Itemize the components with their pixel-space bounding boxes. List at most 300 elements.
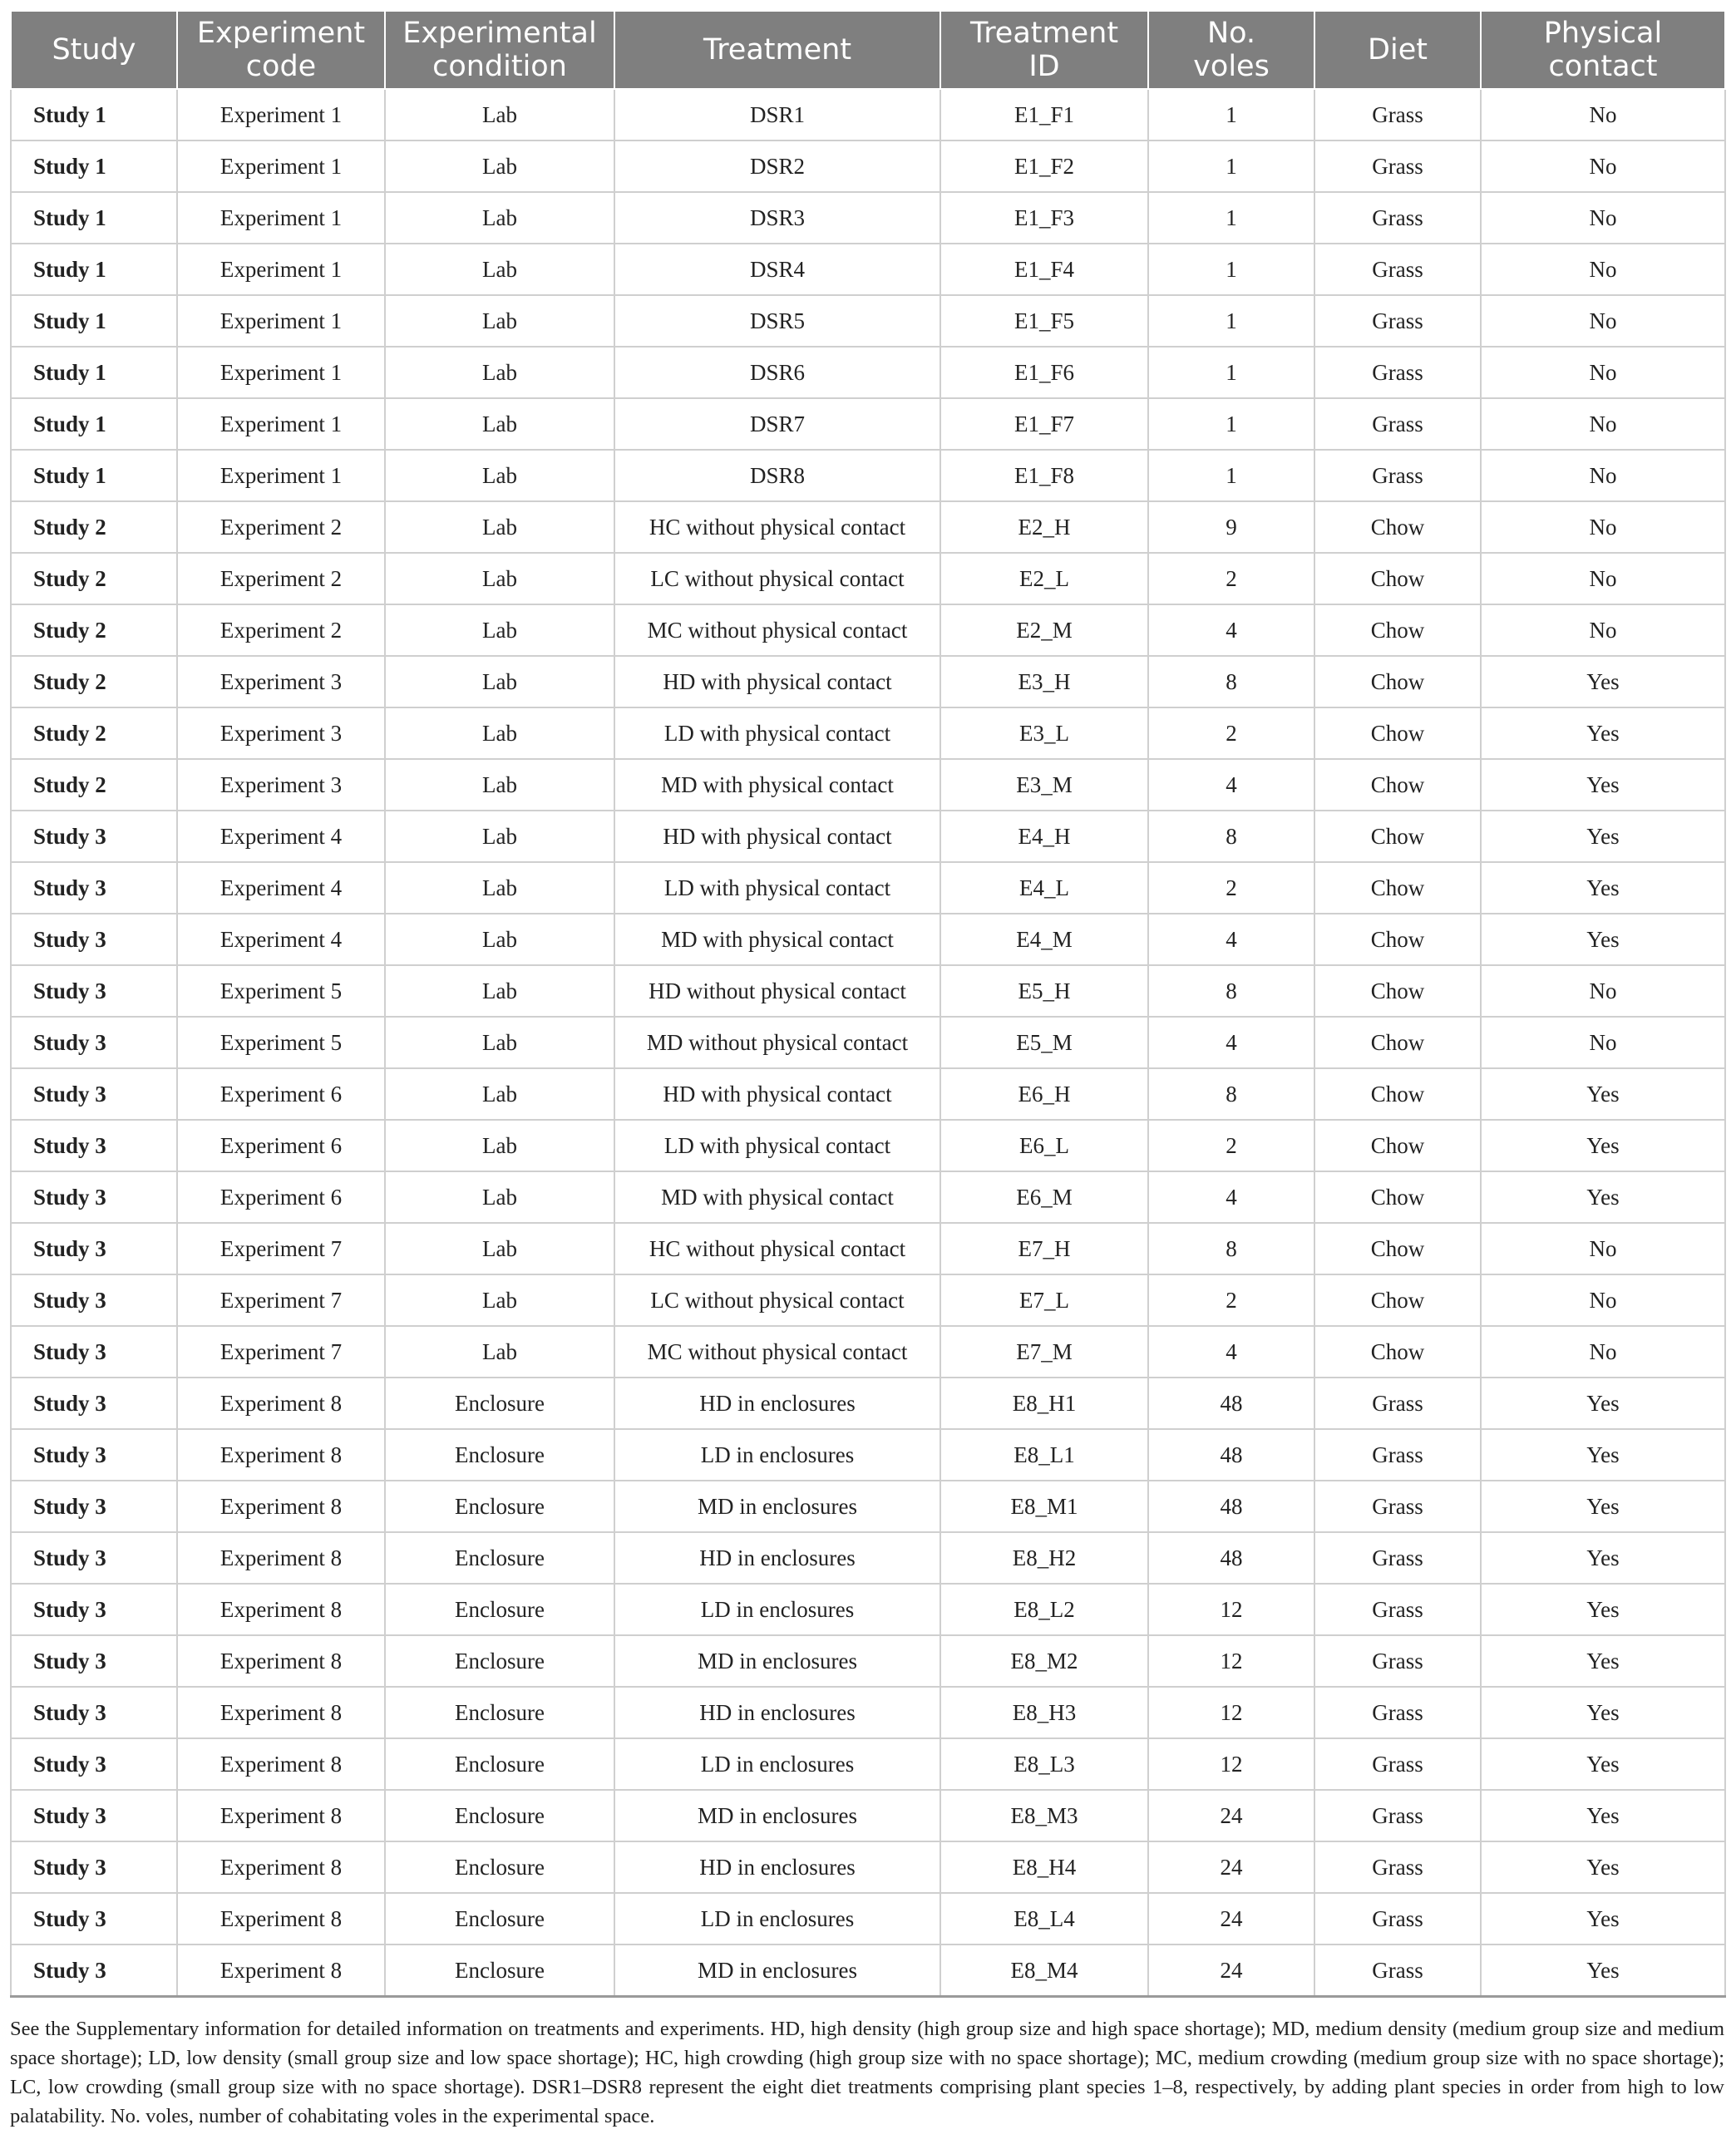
cell-experiment-code: Experiment 6 bbox=[177, 1171, 385, 1223]
cell-experimental-condition: Enclosure bbox=[385, 1481, 614, 1532]
cell-treatment-id: E8_L2 bbox=[940, 1584, 1148, 1635]
cell-treatment: MC without physical contact bbox=[614, 1326, 940, 1378]
table-row bbox=[11, 1635, 1725, 1687]
cell-treatment-id: E6_M bbox=[940, 1171, 1148, 1223]
cell-experimental-condition: Enclosure bbox=[385, 1532, 614, 1584]
table-row bbox=[11, 1378, 1725, 1429]
cell-diet: Chow bbox=[1314, 1068, 1481, 1120]
cell-physical-contact: Yes bbox=[1481, 1481, 1725, 1532]
cell-study: Study 3 bbox=[11, 1790, 177, 1841]
cell-no-voles: 4 bbox=[1148, 759, 1314, 811]
cell-diet: Grass bbox=[1314, 1945, 1481, 1997]
cell-treatment-id: E8_M1 bbox=[940, 1481, 1148, 1532]
cell-no-voles: 4 bbox=[1148, 1017, 1314, 1068]
cell-no-voles: 2 bbox=[1148, 1120, 1314, 1171]
cell-diet: Chow bbox=[1314, 759, 1481, 811]
cell-study: Study 3 bbox=[11, 1068, 177, 1120]
column-header-line: ID bbox=[1028, 50, 1060, 83]
cell-experimental-condition: Lab bbox=[385, 1120, 614, 1171]
cell-treatment-id: E4_M bbox=[940, 914, 1148, 965]
cell-experimental-condition: Lab bbox=[385, 244, 614, 295]
cell-treatment-id: E7_M bbox=[940, 1326, 1148, 1378]
column-header-line: Experiment bbox=[196, 17, 366, 50]
cell-study: Study 3 bbox=[11, 1326, 177, 1378]
cell-study: Study 3 bbox=[11, 1481, 177, 1532]
cell-diet: Chow bbox=[1314, 811, 1481, 862]
cell-experimental-condition: Lab bbox=[385, 811, 614, 862]
cell-treatment: HD in enclosures bbox=[614, 1378, 940, 1429]
column-header-study bbox=[11, 11, 177, 89]
cell-experimental-condition: Lab bbox=[385, 450, 614, 501]
cell-no-voles: 8 bbox=[1148, 1068, 1314, 1120]
cell-treatment: LD in enclosures bbox=[614, 1893, 940, 1945]
table-row bbox=[11, 1893, 1725, 1945]
column-header-line: Treatment bbox=[969, 17, 1119, 50]
cell-diet: Grass bbox=[1314, 1738, 1481, 1790]
table-row bbox=[11, 1068, 1725, 1120]
cell-experiment-code: Experiment 4 bbox=[177, 811, 385, 862]
table-row bbox=[11, 1120, 1725, 1171]
cell-treatment-id: E3_H bbox=[940, 656, 1148, 707]
cell-no-voles: 12 bbox=[1148, 1635, 1314, 1687]
cell-no-voles: 24 bbox=[1148, 1790, 1314, 1841]
cell-treatment: DSR4 bbox=[614, 244, 940, 295]
column-header-no-voles bbox=[1148, 11, 1314, 89]
cell-experiment-code: Experiment 8 bbox=[177, 1738, 385, 1790]
cell-diet: Grass bbox=[1314, 1841, 1481, 1893]
cell-experiment-code: Experiment 7 bbox=[177, 1223, 385, 1274]
cell-study: Study 3 bbox=[11, 1429, 177, 1481]
table-row bbox=[11, 244, 1725, 295]
table-row bbox=[11, 192, 1725, 244]
cell-diet: Grass bbox=[1314, 1635, 1481, 1687]
cell-no-voles: 12 bbox=[1148, 1687, 1314, 1738]
cell-experimental-condition: Enclosure bbox=[385, 1687, 614, 1738]
cell-experimental-condition: Lab bbox=[385, 759, 614, 811]
cell-treatment: DSR3 bbox=[614, 192, 940, 244]
table-row bbox=[11, 347, 1725, 398]
cell-treatment: HC without physical contact bbox=[614, 501, 940, 553]
table-row bbox=[11, 1584, 1725, 1635]
cell-study: Study 3 bbox=[11, 1171, 177, 1223]
cell-diet: Chow bbox=[1314, 1120, 1481, 1171]
cell-treatment-id: E8_H1 bbox=[940, 1378, 1148, 1429]
cell-treatment-id: E1_F7 bbox=[940, 398, 1148, 450]
cell-treatment: HD with physical contact bbox=[614, 811, 940, 862]
cell-experimental-condition: Lab bbox=[385, 707, 614, 759]
cell-experiment-code: Experiment 7 bbox=[177, 1326, 385, 1378]
cell-treatment-id: E3_L bbox=[940, 707, 1148, 759]
table-row bbox=[11, 1841, 1725, 1893]
cell-experiment-code: Experiment 5 bbox=[177, 965, 385, 1017]
cell-experiment-code: Experiment 8 bbox=[177, 1481, 385, 1532]
cell-treatment: MD in enclosures bbox=[614, 1481, 940, 1532]
cell-physical-contact: Yes bbox=[1481, 1584, 1725, 1635]
column-header-line: code bbox=[245, 50, 317, 83]
cell-experimental-condition: Enclosure bbox=[385, 1429, 614, 1481]
cell-treatment-id: E8_H2 bbox=[940, 1532, 1148, 1584]
table-footnote: See the Supplementary information for detailed information on treatments and experiments. HD, high density (high group size and high space shortage); MD, medium density (medium group size and medium space shortage); LD, low density (small group size and low space shortage); HC, high crowding (high group size with no space shortage); MC, medium crowding (medium group size with no space shortage); LC, low crowding (small group size with no space shortage). DSR1–DSR8 represent the eight diet treatments comprising plant species 1–8, respectively, by adding plant species in order from high to low palatability. No. voles, number of cohabitating voles in the experimental space. bbox=[10, 2018, 1724, 2127]
cell-physical-contact: Yes bbox=[1481, 1893, 1725, 1945]
cell-treatment-id: E1_F4 bbox=[940, 244, 1148, 295]
cell-no-voles: 2 bbox=[1148, 862, 1314, 914]
cell-no-voles: 8 bbox=[1148, 656, 1314, 707]
cell-study: Study 3 bbox=[11, 1017, 177, 1068]
table-row bbox=[11, 140, 1725, 192]
cell-experiment-code: Experiment 1 bbox=[177, 192, 385, 244]
cell-treatment-id: E8_H3 bbox=[940, 1687, 1148, 1738]
cell-physical-contact: No bbox=[1481, 347, 1725, 398]
cell-treatment: HD with physical contact bbox=[614, 656, 940, 707]
cell-study: Study 3 bbox=[11, 1893, 177, 1945]
cell-study: Study 1 bbox=[11, 140, 177, 192]
cell-treatment-id: E8_L3 bbox=[940, 1738, 1148, 1790]
table-header bbox=[11, 11, 1725, 89]
cell-no-voles: 1 bbox=[1148, 398, 1314, 450]
cell-treatment-id: E4_L bbox=[940, 862, 1148, 914]
cell-diet: Grass bbox=[1314, 295, 1481, 347]
cell-diet: Chow bbox=[1314, 862, 1481, 914]
cell-no-voles: 24 bbox=[1148, 1945, 1314, 1997]
cell-experimental-condition: Lab bbox=[385, 862, 614, 914]
cell-experimental-condition: Lab bbox=[385, 1274, 614, 1326]
cell-study: Study 2 bbox=[11, 759, 177, 811]
cell-diet: Grass bbox=[1314, 1893, 1481, 1945]
cell-study: Study 3 bbox=[11, 1584, 177, 1635]
cell-treatment-id: E7_L bbox=[940, 1274, 1148, 1326]
table-row bbox=[11, 1481, 1725, 1532]
header-row bbox=[11, 11, 1725, 89]
cell-no-voles: 2 bbox=[1148, 707, 1314, 759]
column-header-line: voles bbox=[1193, 50, 1270, 83]
table-row bbox=[11, 1738, 1725, 1790]
column-header-line: Physical bbox=[1543, 17, 1663, 50]
cell-experiment-code: Experiment 1 bbox=[177, 140, 385, 192]
cell-physical-contact: No bbox=[1481, 450, 1725, 501]
cell-experimental-condition: Lab bbox=[385, 1223, 614, 1274]
cell-treatment-id: E1_F6 bbox=[940, 347, 1148, 398]
cell-physical-contact: No bbox=[1481, 398, 1725, 450]
cell-study: Study 3 bbox=[11, 862, 177, 914]
cell-experiment-code: Experiment 8 bbox=[177, 1429, 385, 1481]
cell-physical-contact: Yes bbox=[1481, 1378, 1725, 1429]
column-header-line: condition bbox=[432, 50, 567, 83]
cell-treatment: MD with physical contact bbox=[614, 1171, 940, 1223]
column-header-line: Treatment bbox=[703, 33, 852, 67]
cell-diet: Grass bbox=[1314, 1532, 1481, 1584]
cell-diet: Grass bbox=[1314, 244, 1481, 295]
cell-experimental-condition: Lab bbox=[385, 656, 614, 707]
table-row bbox=[11, 759, 1725, 811]
cell-diet: Chow bbox=[1314, 1171, 1481, 1223]
cell-treatment-id: E8_H4 bbox=[940, 1841, 1148, 1893]
data-table bbox=[10, 10, 1726, 1998]
cell-treatment-id: E1_F1 bbox=[940, 89, 1148, 140]
cell-treatment: HD in enclosures bbox=[614, 1532, 940, 1584]
cell-physical-contact: No bbox=[1481, 1223, 1725, 1274]
cell-physical-contact: Yes bbox=[1481, 1635, 1725, 1687]
cell-experimental-condition: Lab bbox=[385, 140, 614, 192]
cell-experiment-code: Experiment 2 bbox=[177, 501, 385, 553]
cell-physical-contact: Yes bbox=[1481, 1841, 1725, 1893]
cell-experiment-code: Experiment 8 bbox=[177, 1584, 385, 1635]
cell-physical-contact: Yes bbox=[1481, 759, 1725, 811]
cell-study: Study 1 bbox=[11, 89, 177, 140]
cell-treatment-id: E1_F3 bbox=[940, 192, 1148, 244]
cell-study: Study 1 bbox=[11, 450, 177, 501]
cell-treatment-id: E4_H bbox=[940, 811, 1148, 862]
cell-experiment-code: Experiment 3 bbox=[177, 656, 385, 707]
cell-study: Study 2 bbox=[11, 656, 177, 707]
cell-treatment-id: E1_F5 bbox=[940, 295, 1148, 347]
cell-experimental-condition: Lab bbox=[385, 1171, 614, 1223]
cell-treatment: HD in enclosures bbox=[614, 1841, 940, 1893]
column-header-diet bbox=[1314, 11, 1481, 89]
cell-experiment-code: Experiment 6 bbox=[177, 1120, 385, 1171]
table-row bbox=[11, 707, 1725, 759]
cell-treatment: LD with physical contact bbox=[614, 707, 940, 759]
cell-experiment-code: Experiment 5 bbox=[177, 1017, 385, 1068]
column-header-line: Study bbox=[52, 33, 136, 67]
cell-treatment: DSR8 bbox=[614, 450, 940, 501]
cell-no-voles: 4 bbox=[1148, 914, 1314, 965]
cell-treatment: HD without physical contact bbox=[614, 965, 940, 1017]
cell-experiment-code: Experiment 8 bbox=[177, 1378, 385, 1429]
cell-treatment-id: E7_H bbox=[940, 1223, 1148, 1274]
cell-experimental-condition: Enclosure bbox=[385, 1584, 614, 1635]
cell-treatment-id: E3_M bbox=[940, 759, 1148, 811]
cell-experiment-code: Experiment 1 bbox=[177, 450, 385, 501]
cell-treatment-id: E2_M bbox=[940, 604, 1148, 656]
cell-experiment-code: Experiment 3 bbox=[177, 707, 385, 759]
cell-diet: Chow bbox=[1314, 604, 1481, 656]
cell-treatment: HD with physical contact bbox=[614, 1068, 940, 1120]
cell-treatment: MD with physical contact bbox=[614, 759, 940, 811]
cell-study: Study 1 bbox=[11, 347, 177, 398]
table-row bbox=[11, 1223, 1725, 1274]
cell-study: Study 3 bbox=[11, 1945, 177, 1997]
cell-physical-contact: Yes bbox=[1481, 811, 1725, 862]
table-row bbox=[11, 1532, 1725, 1584]
table-row bbox=[11, 89, 1725, 140]
cell-study: Study 3 bbox=[11, 1120, 177, 1171]
cell-no-voles: 48 bbox=[1148, 1429, 1314, 1481]
cell-no-voles: 1 bbox=[1148, 244, 1314, 295]
cell-treatment: LD in enclosures bbox=[614, 1738, 940, 1790]
cell-diet: Chow bbox=[1314, 656, 1481, 707]
cell-experiment-code: Experiment 8 bbox=[177, 1790, 385, 1841]
cell-no-voles: 48 bbox=[1148, 1378, 1314, 1429]
cell-physical-contact: No bbox=[1481, 140, 1725, 192]
cell-study: Study 3 bbox=[11, 1841, 177, 1893]
cell-treatment: LD in enclosures bbox=[614, 1429, 940, 1481]
cell-experiment-code: Experiment 6 bbox=[177, 1068, 385, 1120]
column-header-line: Experimental bbox=[402, 17, 597, 50]
cell-treatment: HC without physical contact bbox=[614, 1223, 940, 1274]
cell-experiment-code: Experiment 4 bbox=[177, 914, 385, 965]
table-row bbox=[11, 553, 1725, 604]
cell-no-voles: 1 bbox=[1148, 450, 1314, 501]
cell-experimental-condition: Lab bbox=[385, 965, 614, 1017]
cell-experimental-condition: Lab bbox=[385, 501, 614, 553]
cell-physical-contact: No bbox=[1481, 89, 1725, 140]
cell-treatment: DSR6 bbox=[614, 347, 940, 398]
cell-physical-contact: Yes bbox=[1481, 1687, 1725, 1738]
cell-experiment-code: Experiment 8 bbox=[177, 1635, 385, 1687]
table-row bbox=[11, 1790, 1725, 1841]
table-row bbox=[11, 1017, 1725, 1068]
cell-study: Study 2 bbox=[11, 707, 177, 759]
cell-diet: Grass bbox=[1314, 1790, 1481, 1841]
table-row bbox=[11, 1274, 1725, 1326]
cell-diet: Grass bbox=[1314, 140, 1481, 192]
cell-no-voles: 1 bbox=[1148, 347, 1314, 398]
cell-treatment-id: E1_F8 bbox=[940, 450, 1148, 501]
cell-treatment-id: E8_M2 bbox=[940, 1635, 1148, 1687]
cell-experiment-code: Experiment 8 bbox=[177, 1532, 385, 1584]
cell-no-voles: 1 bbox=[1148, 140, 1314, 192]
table-row bbox=[11, 1171, 1725, 1223]
cell-study: Study 3 bbox=[11, 1532, 177, 1584]
cell-physical-contact: No bbox=[1481, 295, 1725, 347]
cell-study: Study 1 bbox=[11, 244, 177, 295]
cell-experimental-condition: Lab bbox=[385, 914, 614, 965]
cell-diet: Grass bbox=[1314, 89, 1481, 140]
column-header-experiment-code bbox=[177, 11, 385, 89]
table-row bbox=[11, 914, 1725, 965]
table-row bbox=[11, 501, 1725, 553]
cell-experiment-code: Experiment 1 bbox=[177, 244, 385, 295]
cell-experiment-code: Experiment 1 bbox=[177, 89, 385, 140]
table-row bbox=[11, 1687, 1725, 1738]
table-row bbox=[11, 862, 1725, 914]
cell-treatment-id: E1_F2 bbox=[940, 140, 1148, 192]
cell-study: Study 3 bbox=[11, 1378, 177, 1429]
cell-physical-contact: Yes bbox=[1481, 1945, 1725, 1997]
cell-physical-contact: Yes bbox=[1481, 862, 1725, 914]
cell-physical-contact: Yes bbox=[1481, 707, 1725, 759]
cell-experimental-condition: Lab bbox=[385, 604, 614, 656]
cell-diet: Chow bbox=[1314, 707, 1481, 759]
cell-treatment: LC without physical contact bbox=[614, 553, 940, 604]
cell-diet: Grass bbox=[1314, 1584, 1481, 1635]
cell-diet: Chow bbox=[1314, 1017, 1481, 1068]
column-header-line: No. bbox=[1206, 17, 1256, 50]
table-row bbox=[11, 1429, 1725, 1481]
table-row bbox=[11, 604, 1725, 656]
cell-physical-contact: Yes bbox=[1481, 1120, 1725, 1171]
cell-diet: Chow bbox=[1314, 914, 1481, 965]
cell-treatment: DSR2 bbox=[614, 140, 940, 192]
cell-experiment-code: Experiment 8 bbox=[177, 1841, 385, 1893]
cell-study: Study 3 bbox=[11, 1687, 177, 1738]
cell-experiment-code: Experiment 1 bbox=[177, 295, 385, 347]
cell-no-voles: 2 bbox=[1148, 553, 1314, 604]
cell-experiment-code: Experiment 7 bbox=[177, 1274, 385, 1326]
cell-experimental-condition: Lab bbox=[385, 1068, 614, 1120]
cell-treatment: LD with physical contact bbox=[614, 1120, 940, 1171]
cell-treatment: MD in enclosures bbox=[614, 1945, 940, 1997]
cell-diet: Chow bbox=[1314, 1223, 1481, 1274]
cell-experimental-condition: Enclosure bbox=[385, 1790, 614, 1841]
cell-physical-contact: Yes bbox=[1481, 1068, 1725, 1120]
cell-experiment-code: Experiment 1 bbox=[177, 398, 385, 450]
cell-experimental-condition: Enclosure bbox=[385, 1738, 614, 1790]
cell-experiment-code: Experiment 4 bbox=[177, 862, 385, 914]
cell-physical-contact: Yes bbox=[1481, 656, 1725, 707]
cell-study: Study 1 bbox=[11, 295, 177, 347]
cell-treatment: MD with physical contact bbox=[614, 914, 940, 965]
cell-no-voles: 12 bbox=[1148, 1738, 1314, 1790]
cell-study: Study 3 bbox=[11, 1223, 177, 1274]
cell-diet: Grass bbox=[1314, 1429, 1481, 1481]
cell-no-voles: 8 bbox=[1148, 1223, 1314, 1274]
cell-diet: Grass bbox=[1314, 1481, 1481, 1532]
cell-physical-contact: Yes bbox=[1481, 1429, 1725, 1481]
cell-treatment: MD in enclosures bbox=[614, 1790, 940, 1841]
cell-treatment: DSR5 bbox=[614, 295, 940, 347]
table-row bbox=[11, 965, 1725, 1017]
cell-diet: Grass bbox=[1314, 450, 1481, 501]
cell-study: Study 2 bbox=[11, 501, 177, 553]
cell-no-voles: 4 bbox=[1148, 1326, 1314, 1378]
cell-diet: Chow bbox=[1314, 501, 1481, 553]
cell-treatment-id: E5_M bbox=[940, 1017, 1148, 1068]
column-header-treatment bbox=[614, 11, 940, 89]
cell-experimental-condition: Lab bbox=[385, 347, 614, 398]
document bbox=[10, 10, 1724, 2131]
cell-experimental-condition: Lab bbox=[385, 1326, 614, 1378]
cell-physical-contact: Yes bbox=[1481, 1532, 1725, 1584]
cell-treatment: MD in enclosures bbox=[614, 1635, 940, 1687]
cell-treatment: MC without physical contact bbox=[614, 604, 940, 656]
cell-no-voles: 1 bbox=[1148, 295, 1314, 347]
cell-experimental-condition: Enclosure bbox=[385, 1378, 614, 1429]
cell-no-voles: 1 bbox=[1148, 192, 1314, 244]
cell-experimental-condition: Enclosure bbox=[385, 1893, 614, 1945]
cell-experimental-condition: Enclosure bbox=[385, 1841, 614, 1893]
cell-treatment-id: E8_L4 bbox=[940, 1893, 1148, 1945]
table-row bbox=[11, 450, 1725, 501]
cell-treatment-id: E5_H bbox=[940, 965, 1148, 1017]
cell-study: Study 3 bbox=[11, 1635, 177, 1687]
cell-experiment-code: Experiment 3 bbox=[177, 759, 385, 811]
table-row bbox=[11, 1945, 1725, 1997]
cell-no-voles: 24 bbox=[1148, 1841, 1314, 1893]
cell-diet: Grass bbox=[1314, 1378, 1481, 1429]
cell-physical-contact: No bbox=[1481, 1274, 1725, 1326]
table-row bbox=[11, 811, 1725, 862]
cell-treatment: DSR1 bbox=[614, 89, 940, 140]
cell-experiment-code: Experiment 8 bbox=[177, 1945, 385, 1997]
table-row bbox=[11, 1326, 1725, 1378]
cell-no-voles: 48 bbox=[1148, 1481, 1314, 1532]
cell-no-voles: 48 bbox=[1148, 1532, 1314, 1584]
cell-physical-contact: Yes bbox=[1481, 1790, 1725, 1841]
cell-experimental-condition: Lab bbox=[385, 295, 614, 347]
cell-treatment-id: E8_M4 bbox=[940, 1945, 1148, 1997]
cell-experiment-code: Experiment 8 bbox=[177, 1687, 385, 1738]
column-header-physical-contact bbox=[1481, 11, 1725, 89]
cell-study: Study 3 bbox=[11, 811, 177, 862]
cell-experimental-condition: Enclosure bbox=[385, 1945, 614, 1997]
cell-diet: Chow bbox=[1314, 1326, 1481, 1378]
cell-physical-contact: No bbox=[1481, 965, 1725, 1017]
cell-treatment-id: E2_H bbox=[940, 501, 1148, 553]
cell-physical-contact: No bbox=[1481, 244, 1725, 295]
table-row bbox=[11, 656, 1725, 707]
cell-no-voles: 8 bbox=[1148, 965, 1314, 1017]
